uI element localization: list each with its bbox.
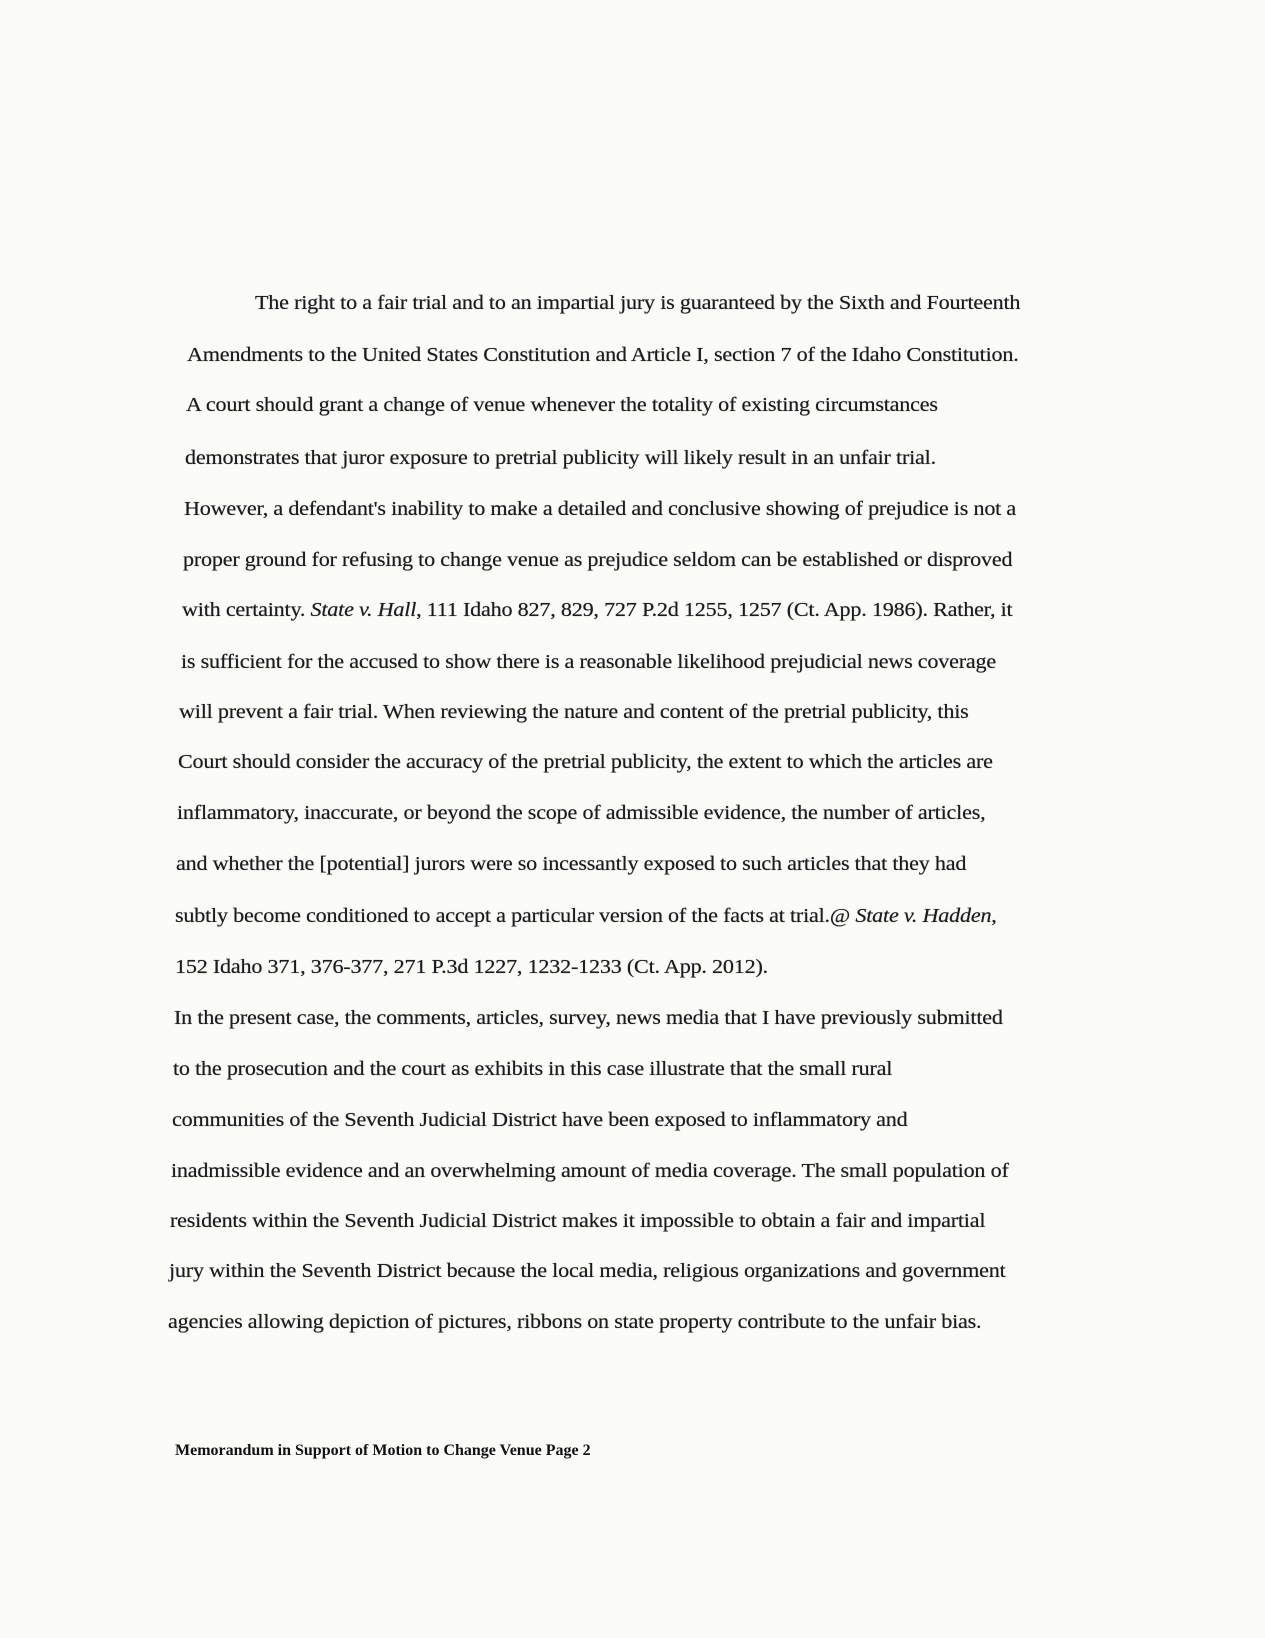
text-segment: , — [991, 905, 997, 927]
text-line: 152 Idaho 371, 376-377, 271 P.3d 1227, 1232-1233 (Ct. App. 2012). — [175, 956, 768, 978]
text-line: Court should consider the accuracy of the pretrial publicity, the extent to which the articles are — [178, 751, 993, 773]
text-line: However, a defendant's inability to make a detailed and conclusive showing of prejudice is not a — [184, 498, 1017, 520]
text-line: The right to a fair trial and to an impartial jury is guaranteed by the Sixth and Fourteenth — [255, 292, 1021, 314]
text-line: agencies allowing depiction of pictures, ribbons on state property contribute to the unfair bias. — [168, 1311, 982, 1333]
text-line: inflammatory, inaccurate, or beyond the scope of admissible evidence, the number of articles, — [177, 802, 986, 824]
text-line: to the prosecution and the court as exhibits in this case illustrate that the small rural — [173, 1058, 893, 1080]
text-line: Amendments to the United States Constitution and Article I, section 7 of the Idaho Constitution. — [187, 344, 1019, 366]
text-line: communities of the Seventh Judicial District have been exposed to inflammatory and — [172, 1109, 908, 1131]
text-line: proper ground for refusing to change venue as prejudice seldom can be established or disproved — [183, 549, 1013, 571]
text-line: In the present case, the comments, articles, survey, news media that I have previously submitted — [174, 1007, 1003, 1029]
text-segment: subtly become conditioned to accept a particular version of the facts at trial.@ — [175, 905, 856, 927]
text-line: inadmissible evidence and an overwhelming amount of media coverage. The small population of — [171, 1160, 1009, 1182]
text-line: is sufficient for the accused to show there is a reasonable likelihood prejudicial news coverage — [181, 651, 996, 673]
text-segment: , 111 Idaho 827, 829, 727 P.2d 1255, 1257 (Ct. App. 1986). Rather, it — [416, 599, 1013, 621]
text-line — [175, 904, 997, 928]
text-line: will prevent a fair trial. When reviewing the nature and content of the pretrial publicity, this — [179, 701, 969, 723]
text-line: residents within the Seventh Judicial District makes it impossible to obtain a fair and impartial — [170, 1210, 986, 1232]
text-segment: with certainty. — [182, 599, 311, 621]
page-footer: Memorandum in Support of Motion to Change Venue Page 2 — [175, 1442, 591, 1459]
text-line — [182, 598, 1012, 622]
text-line: A court should grant a change of venue whenever the totality of existing circumstances — [186, 394, 938, 416]
text-line: demonstrates that juror exposure to pretrial publicity will likely result in an unfair trial. — [185, 447, 936, 469]
case-citation: State v. Hadden — [855, 905, 992, 927]
text-line: jury within the Seventh District because the local media, religious organizations and government — [169, 1260, 1006, 1282]
case-citation: State v. Hall — [310, 599, 417, 621]
text-line: and whether the [potential] jurors were so incessantly exposed to such articles that they had — [176, 853, 967, 875]
